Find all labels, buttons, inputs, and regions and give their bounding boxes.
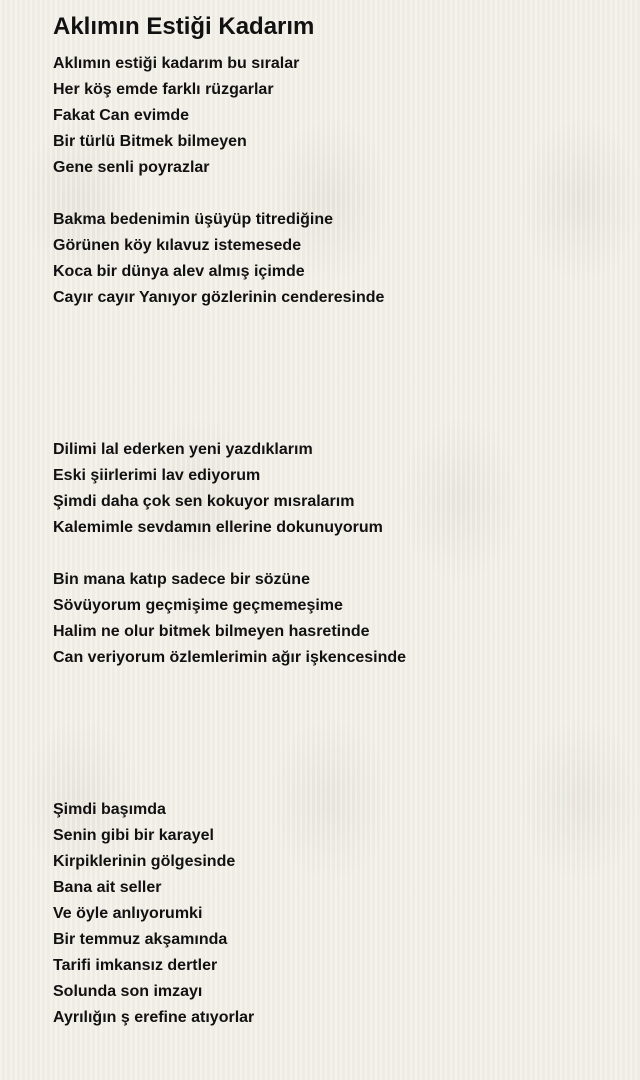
poem-line: Bana ait seller xyxy=(53,879,162,896)
stanza-2 xyxy=(53,207,384,311)
poem-line: Bakma bedenimin üşüyüp titrediğine xyxy=(53,211,334,228)
poem-line: Bir temmuz akşamında xyxy=(53,931,228,948)
poem-line: Bin mana katıp sadece bir sözüne xyxy=(53,571,310,588)
poem-line: Can veriyorum özlemlerimin ağır işkencesinde xyxy=(53,649,407,666)
poem-line: Tarifi imkansız dertler xyxy=(53,957,218,974)
poem-line: Fakat Can evimde xyxy=(53,107,190,124)
poem-line: Halim ne olur bitmek bilmeyen hasretinde xyxy=(53,623,370,640)
poem-line: Solunda son imzayı xyxy=(53,983,203,1000)
poem-line: Aklımın estiği kadarım bu sıralar xyxy=(53,55,300,72)
poem-line: Eski şiirlerimi lav ediyorum xyxy=(53,467,261,484)
poem-line: Ayrılığın ş erefine atıyorlar xyxy=(53,1009,255,1026)
poem-line: Şimdi daha çok sen kokuyor mısralarım xyxy=(53,493,355,510)
stanza-1 xyxy=(53,51,299,181)
stanza-3 xyxy=(53,437,383,541)
poem-title: Aklımın Estiği Kadarım xyxy=(53,13,315,40)
poem-line: Gene senli poyrazlar xyxy=(53,159,210,176)
stanza-4 xyxy=(53,567,406,671)
poem-line: Şimdi başımda xyxy=(53,801,166,818)
poem-line: Dilimi lal ederken yeni yazdıklarım xyxy=(53,441,313,458)
poem-line: Görünen köy kılavuz istemesede xyxy=(53,237,302,254)
poem-line: Cayır cayır Yanıyor gözlerinin cenderesinde xyxy=(53,289,385,306)
poem-line: Bir türlü Bitmek bilmeyen xyxy=(53,133,247,150)
poem-line: Kalemimle sevdamın ellerine dokunuyorum xyxy=(53,519,383,536)
poem-line: Her köş emde farklı rüzgarlar xyxy=(53,81,274,98)
poem-line: Sövüyorum geçmişime geçmemeşime xyxy=(53,597,343,614)
poem-line: Ve öyle anlıyorumki xyxy=(53,905,203,922)
poem-line: Koca bir dünya alev almış içimde xyxy=(53,263,305,280)
poem-line: Kirpiklerinin gölgesinde xyxy=(53,853,236,870)
stanza-5 xyxy=(53,797,254,1031)
poem-line: Senin gibi bir karayel xyxy=(53,827,214,844)
